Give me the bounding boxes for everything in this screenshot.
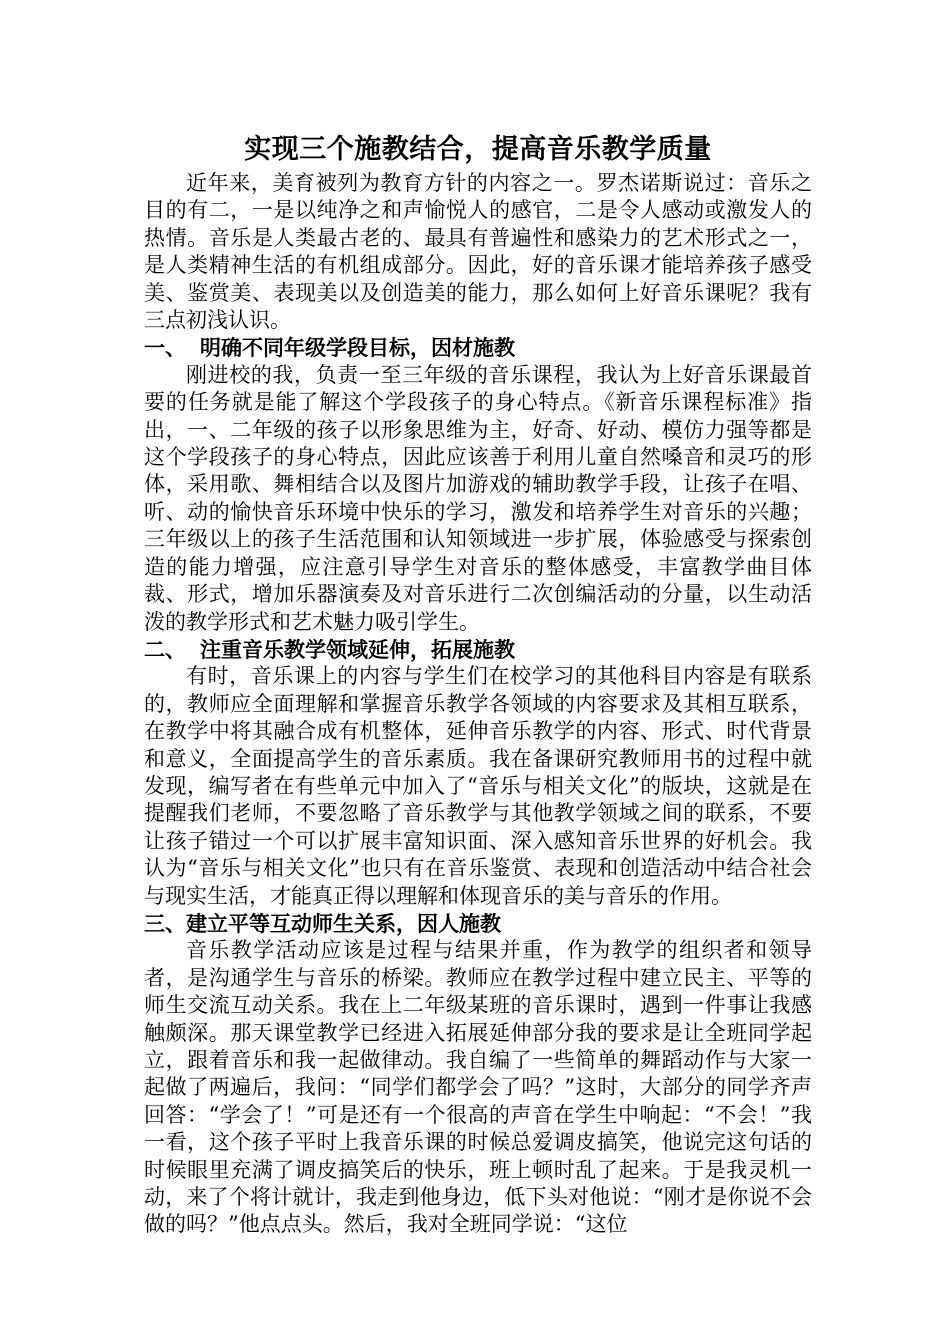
section-heading-3 [144,910,812,937]
section-body-1: 刚进校的我，负责一至三年级的音乐课程，我认为上好音乐课最首要的任务就是能了解这个学段孩子的身心特点。《新音乐课程标准》指出，一、二年级的孩子以形象思维为主，好奇、好动、模仿力强等都是这个学段孩子的身心特点，因此应该善于利用儿童自然嗓音和灵巧的形体，采用歌、舞相结合以及图片加游戏的辅助教学手段，让孩子在唱、听、动的愉快音乐环境中快乐的学习，激发和培养学生对音乐的兴趣；三年级以上的孩子生活范围和认知领域进一步扩展，体验感受与探索创造的能力增强，应注意引导学生对音乐的整体感受，丰富教学曲目体裁、形式，增加乐器演奏及对音乐进行二次创编活动的分量，以生动活泼的教学形式和艺术魅力吸引学生。 [144,362,812,634]
section-heading-text: 注重音乐教学领域延伸，拓展施教 [200,636,515,662]
section-body-2: 有时，音乐课上的内容与学生们在校学习的其他科目内容是有联系的，教师应全面理解和掌握音乐教学各领域的内容要求及其相互联系，在教学中将其融合成有机整体，延伸音乐教学的内容、形式、时代背景和意义，全面提高学生的音乐素质。我在备课研究教师用书的过程中就发现，编写者在有些单元中加入了“音乐与相关文化”的版块，这就是在提醒我们老师，不要忽略了音乐教学与其他教学领域之间的联系，不要让孩子错过一个可以扩展丰富知识面、深入感知音乐世界的好机会。我认为“音乐与相关文化”也只有在音乐鉴赏、表现和创造活动中结合社会与现实生活，才能真正得以理解和体现音乐的美与音乐的作用。 [144,664,812,908]
section-heading-text: 明确不同年级学段目标，因材施教 [200,335,515,361]
section-number: 一、 [144,335,186,361]
intro-paragraph: 近年来，美育被列为教育方针的内容之一。罗杰诺斯说过：音乐之目的有二，一是以纯净之和声愉悦人的感官，二是令人感动或激发人的热情。音乐是人类最古老的、最具有普遍性和感染力的艺术形式之一，是人类精神生活的有机组成部分。因此，好的音乐课才能培养孩子感受美、鉴赏美、表现美以及创造美的能力，那么如何上好音乐课呢？我有三点初浅认识。 [144,171,812,333]
section-number: 三、 [144,910,186,936]
section-number: 二、 [144,636,186,662]
section-body-3: 音乐教学活动应该是过程与结果并重，作为教学的组织者和领导者，是沟通学生与音乐的桥梁。教师应在教学过程中建立民主、平等的师生交流互动关系。我在上二年级某班的音乐课时，遇到一件事让我感触颇深。那天课堂教学已经进入拓展延伸部分我的要求是让全班同学起立，跟着音乐和我一起做律动。我自编了一些简单的舞蹈动作与大家一起做了两遍后，我问：“同学们都学会了吗？”这时，大部分的同学齐声回答：“学会了！”可是还有一个很高的声音在学生中响起：“不会！”我一看，这个孩子平时上我音乐课的时候总爱调皮搞笑，他说完这句话的时候眼里充满了调皮搞笑后的快乐，班上顿时乱了起来。于是我灵机一动，来了个将计就计，我走到他身边，低下头对他说：“刚才是你说不会做的吗？”他点点头。然后，我对全班同学说：“这位 [144,938,812,1237]
document-title: 实现三个施教结合，提高音乐教学质量 [244,134,712,165]
section-heading-text: 建立平等互动师生关系，因人施教 [186,910,501,936]
document-page [144,130,812,1239]
section-heading-2 [144,636,812,663]
section-heading-1 [144,334,812,361]
